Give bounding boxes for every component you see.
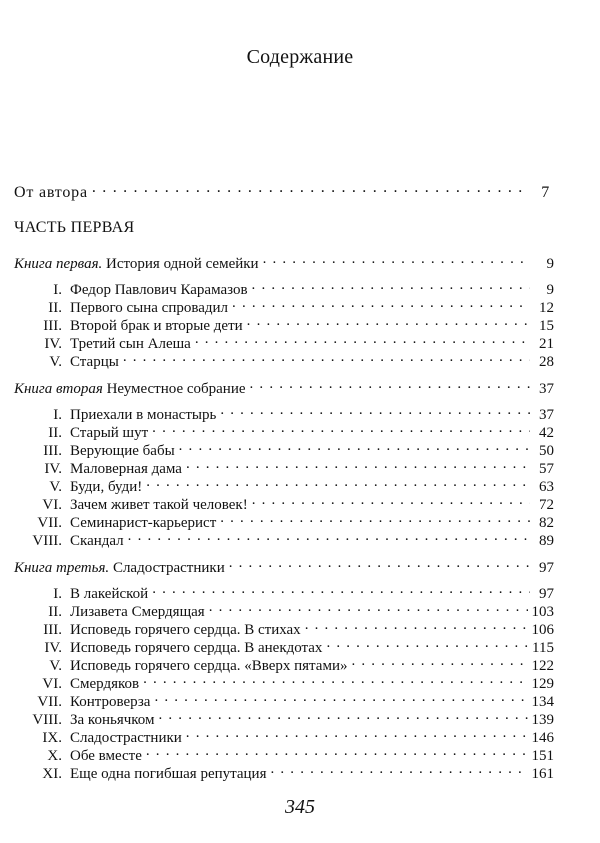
dot-leader <box>263 256 530 268</box>
chapter-title: Приехали в монастырь <box>70 407 217 423</box>
dot-leader <box>250 381 530 393</box>
chapter-numeral: IV. <box>44 640 62 656</box>
chapter-entry <box>14 317 554 335</box>
chapter-title: Контроверза <box>70 694 151 710</box>
chapter-page: 146 <box>531 730 554 746</box>
chapter-page: 82 <box>539 515 554 531</box>
book-title: Неуместное собрание <box>106 381 246 397</box>
dot-leader <box>154 694 527 706</box>
chapter-title: Федор Павлович Карамазов <box>70 282 248 298</box>
chapter-title: Лизавета Смердящая <box>70 604 205 620</box>
dot-leader <box>152 425 530 437</box>
chapter-entry <box>14 765 554 783</box>
book-title: Сладострастники <box>112 560 225 576</box>
chapter-entry <box>14 460 554 478</box>
dot-leader <box>220 515 530 527</box>
chapter-title: Старцы <box>70 354 119 370</box>
chapter-page: 161 <box>531 766 554 782</box>
book-heading <box>14 559 554 577</box>
chapter-page: 97 <box>539 586 554 602</box>
chapter-entry <box>14 693 554 711</box>
chapter-entry <box>14 711 554 729</box>
dot-leader <box>305 622 528 634</box>
dot-leader <box>186 461 530 473</box>
dot-leader <box>179 443 530 455</box>
chapter-page: 9 <box>546 282 554 298</box>
chapter-numeral: III. <box>43 443 62 459</box>
chapter-page: 134 <box>531 694 554 710</box>
chapter-entry <box>14 747 554 765</box>
dot-leader <box>146 479 530 491</box>
chapter-entry <box>14 478 554 496</box>
chapter-page: 106 <box>531 622 554 638</box>
chapter-title: Смердяков <box>70 676 140 692</box>
dot-leader <box>220 407 530 419</box>
chapter-entry <box>14 299 554 317</box>
chapter-title: Скандал <box>70 533 124 549</box>
chapter-numeral: X. <box>47 748 62 764</box>
chapter-page: 115 <box>532 640 554 656</box>
dot-leader <box>271 766 528 778</box>
chapter-page: 122 <box>531 658 554 674</box>
chapter-title: Буди, буди! <box>70 479 143 495</box>
dot-leader <box>159 712 528 724</box>
chapter-numeral: IV. <box>44 461 62 477</box>
chapter-entry <box>14 335 554 353</box>
chapter-entry <box>14 657 554 675</box>
chapter-numeral: II. <box>48 425 62 441</box>
chapter-entry <box>14 496 554 514</box>
toc-entry-author <box>14 184 550 202</box>
chapter-page: 12 <box>539 300 554 316</box>
chapter-title: Старый шут <box>70 425 149 441</box>
dot-leader <box>186 730 528 742</box>
chapter-numeral: VI. <box>42 676 62 692</box>
dot-leader <box>152 586 530 598</box>
dot-leader <box>143 676 527 688</box>
part-heading: ЧАСТЬ ПЕРВАЯ <box>14 219 135 236</box>
chapter-title: Исповедь горячего сердца. В стихах <box>70 622 301 638</box>
dot-leader <box>195 336 530 348</box>
chapter-page: 129 <box>531 676 554 692</box>
dot-leader <box>123 354 530 366</box>
chapter-entry <box>14 281 554 299</box>
chapter-numeral: III. <box>43 318 62 334</box>
chapter-page: 28 <box>539 354 554 370</box>
chapter-entry <box>14 585 554 603</box>
chapter-numeral: V. <box>49 354 62 370</box>
dot-leader <box>252 497 530 509</box>
chapter-page: 50 <box>539 443 554 459</box>
chapter-numeral: IV. <box>44 336 62 352</box>
chapter-title: Верующие бабы <box>70 443 175 459</box>
chapter-title: Еще одна погибшая репутация <box>70 766 267 782</box>
chapter-page: 139 <box>531 712 554 728</box>
chapter-entry <box>14 603 554 621</box>
chapter-entry <box>14 424 554 442</box>
book-page: 9 <box>546 256 554 272</box>
dot-leader <box>209 604 528 616</box>
chapter-numeral: VIII. <box>32 712 62 728</box>
chapter-numeral: II. <box>48 604 62 620</box>
chapter-title: Первого сына спровадил <box>70 300 229 316</box>
dot-leader <box>146 748 528 760</box>
chapter-page: 103 <box>531 604 554 620</box>
chapter-title: Семинарист-карьерист <box>70 515 217 531</box>
chapter-page: 15 <box>539 318 554 334</box>
chapter-page: 151 <box>531 748 554 764</box>
chapter-page: 57 <box>539 461 554 477</box>
chapter-title: Исповедь горячего сердца. «Вверх пятами» <box>70 658 348 674</box>
chapter-entry <box>14 675 554 693</box>
chapter-numeral: I. <box>53 407 62 423</box>
book-title: История одной семейки <box>106 256 259 272</box>
dot-leader <box>252 282 530 294</box>
chapter-entry <box>14 729 554 747</box>
book-heading <box>14 255 554 273</box>
chapter-numeral: VII. <box>37 515 62 531</box>
chapter-numeral: II. <box>48 300 62 316</box>
chapter-numeral: IX. <box>42 730 62 746</box>
chapter-page: 72 <box>539 497 554 513</box>
chapter-page: 37 <box>539 407 554 423</box>
chapter-title: Исповедь горячего сердца. В анекдотах <box>70 640 323 656</box>
chapter-page: 42 <box>539 425 554 441</box>
chapter-numeral: VII. <box>37 694 62 710</box>
dot-leader <box>351 658 527 670</box>
chapter-numeral: I. <box>53 282 62 298</box>
chapter-numeral: V. <box>49 658 62 674</box>
dot-leader <box>326 640 528 652</box>
book-page: 97 <box>539 560 554 576</box>
chapter-entry <box>14 353 554 371</box>
dot-leader <box>92 185 526 197</box>
chapter-title: Обе вместе <box>70 748 142 764</box>
chapter-title: В лакейской <box>70 586 149 602</box>
chapter-title: За коньячком <box>70 712 155 728</box>
chapter-entry <box>14 639 554 657</box>
chapter-title: Третий сын Алеша <box>70 336 191 352</box>
book-label: Книга вторая <box>14 381 103 397</box>
chapter-numeral: V. <box>49 479 62 495</box>
chapter-numeral: VI. <box>42 497 62 513</box>
chapter-title: Сладострастники <box>70 730 182 746</box>
dot-leader <box>128 533 530 545</box>
chapter-page: 21 <box>539 336 554 352</box>
book-label: Книга третья. <box>14 560 110 576</box>
entry-label: От автора <box>14 184 88 201</box>
entry-page: 7 <box>541 184 550 201</box>
chapter-title: Маловерная дама <box>70 461 182 477</box>
chapter-title: Второй брак и вторые дети <box>70 318 243 334</box>
chapter-numeral: I. <box>53 586 62 602</box>
chapter-page: 89 <box>539 533 554 549</box>
book-heading <box>14 380 554 398</box>
dot-leader <box>229 560 530 572</box>
chapter-entry <box>14 514 554 532</box>
chapter-numeral: VIII. <box>32 533 62 549</box>
chapter-entry <box>14 621 554 639</box>
chapter-page: 63 <box>539 479 554 495</box>
dot-leader <box>247 318 530 330</box>
page-title: Содержание <box>246 46 354 68</box>
book-label: Книга первая. <box>14 256 103 272</box>
book-page: 37 <box>539 381 554 397</box>
chapter-entry <box>14 442 554 460</box>
dot-leader <box>232 300 530 312</box>
page-number: 345 <box>285 796 315 818</box>
chapter-numeral: III. <box>43 622 62 638</box>
chapter-entry <box>14 406 554 424</box>
chapter-numeral: XI. <box>42 766 62 782</box>
chapter-title: Зачем живет такой человек! <box>70 497 248 513</box>
chapter-entry <box>14 532 554 550</box>
